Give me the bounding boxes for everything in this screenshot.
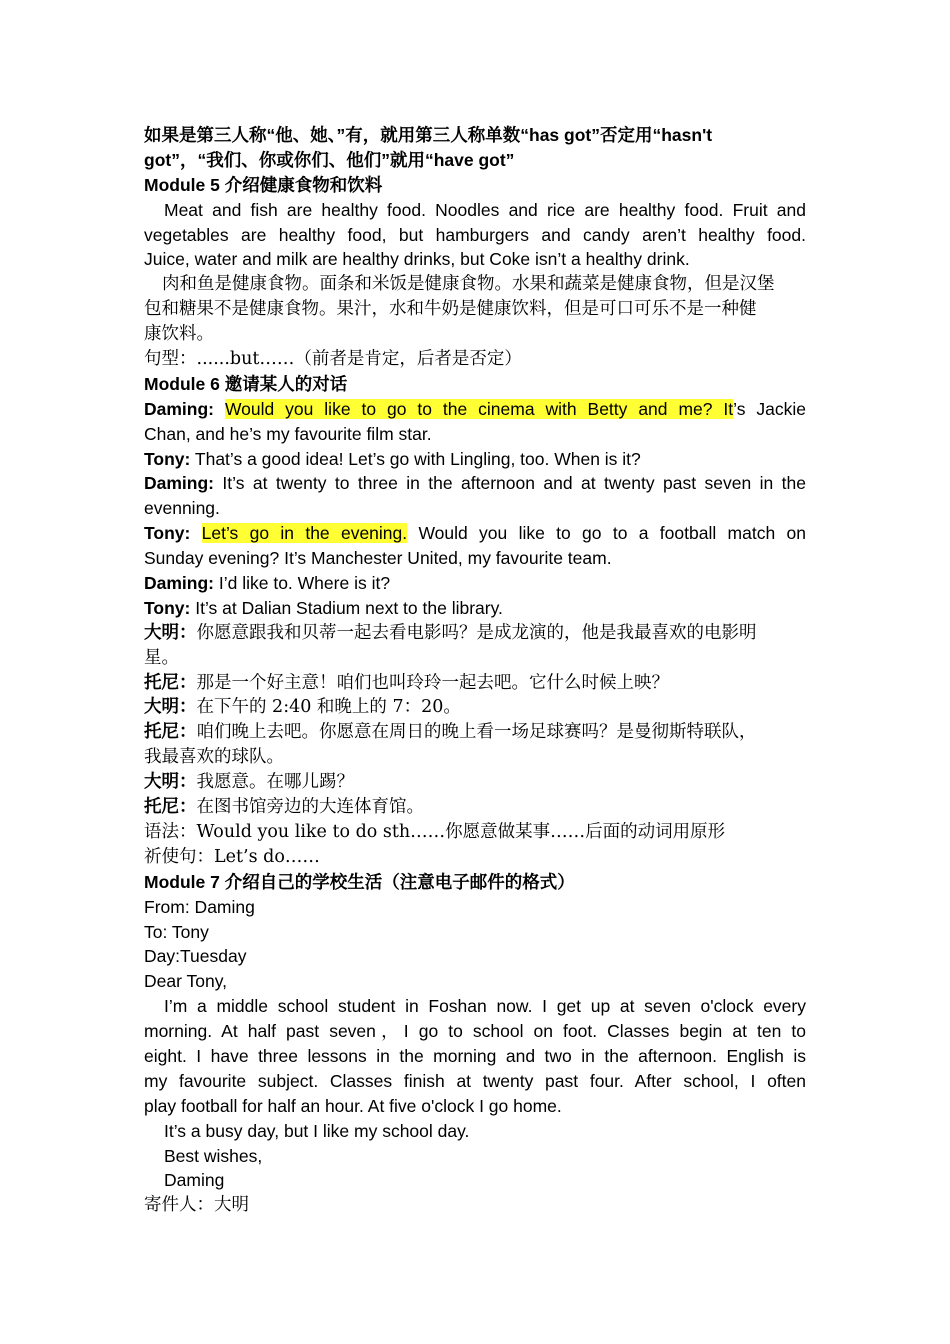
module5-en-line-3: Juice, water and milk are healthy drinks, but Coke isn’t a healthy drink. (144, 249, 690, 270)
highlighted-invitation: Would you like to go to the cinema with Betty and me? It (224, 398, 734, 419)
dialogue-daming-2 (144, 471, 806, 496)
module5-pattern: 句型：......but……（前者是肯定，后者是否定） (144, 349, 522, 370)
dialogue-text: That’s a good idea! Let’s go with Lingling, too. When is it? (194, 448, 641, 469)
dialogue-tony-2-line-2: Sunday evening? It’s Manchester United, my favourite team. (144, 548, 612, 569)
highlighted-suggestion: Let’s go in the evening. (201, 523, 408, 544)
sender-cn: 寄件人：大明 (144, 1195, 249, 1216)
cn-dialogue-3 (144, 695, 806, 720)
dialogue-text: It’s at twenty to three in the afternoon and at twenty past seven in the (222, 473, 806, 494)
email-signature: Daming (164, 1170, 225, 1191)
module5-heading: Module 5 介绍健康食物和饮料 (144, 174, 383, 195)
speaker-daming: Daming: (144, 573, 214, 594)
module5-cn-line-1: 肉和鱼是健康食物。面条和米饭是健康食物。水果和蔬菜是健康食物，但是汉堡 (162, 274, 775, 295)
dialogue-tony-1 (144, 447, 806, 472)
email-closing-2: Best wishes, (164, 1145, 263, 1166)
grammar-note: 语法：Would you like to do sth……你愿意做某事……后面的动词用原形 (144, 821, 726, 842)
cn-dialogue-5 (144, 770, 806, 795)
dialogue-text: 你愿意跟我和贝蒂一起去看电影吗？是成龙演的，他是我最喜欢的电影明 (196, 622, 757, 643)
dialogue-text: 那是一个好主意！咱们也叫玲玲一起去吧。它什么时候上映？ (196, 672, 669, 693)
cn-dialogue-4-line-2: 我最喜欢的球队。 (144, 747, 284, 768)
imperative-note: 祈使句：Let’s do…… (144, 846, 320, 867)
dialogue-tony-2 (144, 521, 806, 546)
dialogue-text: 咱们晚上去吧。你愿意在周日的晚上看一场足球赛吗？是曼彻斯特联队， (196, 722, 757, 743)
speaker-daming-cn: 大明： (144, 772, 197, 793)
dialogue-text: 在图书馆旁边的大连体育馆。 (196, 797, 424, 818)
dialogue-text: I’d like to. Where is it? (218, 573, 391, 594)
dialogue-text: It’s at Dalian Stadium next to the library. (195, 597, 503, 618)
speaker-daming: Daming: (144, 473, 214, 494)
email-day: Day:Tuesday (144, 946, 247, 967)
dialogue-text: 我愿意。在哪儿踢？ (196, 772, 354, 793)
dialogue-text: Would you like to go to a football match on (418, 523, 806, 544)
email-body-line-2: morning. At half past seven，I go to school on foot. Classes begin at ten to (144, 1021, 806, 1042)
speaker-tony-cn: 托尼： (144, 797, 197, 818)
module5-cn-line-2: 包和糖果不是健康食物。果汁，水和牛奶是健康饮料，但是可口可乐不是一种健 (144, 299, 757, 320)
cn-dialogue-4 (144, 720, 806, 745)
dialogue-text: ’s Jackie (733, 398, 806, 419)
dialogue-tony-3 (144, 596, 806, 621)
dialogue-daming-3 (144, 571, 806, 596)
speaker-daming: Daming: (144, 398, 214, 419)
dialogue-daming-2-line-2: evenning. (144, 498, 220, 519)
email-body-line-3: eight. I have three lessons in the morning and two in the afternoon. English is (144, 1045, 806, 1066)
document-page (144, 123, 806, 1218)
speaker-tony-cn: 托尼： (144, 722, 197, 743)
speaker-tony: Tony: (144, 448, 191, 469)
dialogue-text: 在下午的 2:40 和晚上的 7：20。 (196, 697, 461, 718)
email-to: To: Tony (144, 921, 209, 942)
email-greeting: Dear Tony, (144, 971, 228, 992)
email-body-line-4: my favourite subject. Classes finish at twenty past four. After school, I often (144, 1070, 806, 1091)
module6-heading: Module 6 邀请某人的对话 (144, 373, 348, 394)
module5-en-line-1: Meat and fish are healthy food. Noodles and rice are healthy food. Fruit and (164, 199, 806, 220)
speaker-tony: Tony: (144, 523, 191, 544)
cn-dialogue-6 (144, 795, 806, 820)
speaker-tony: Tony: (144, 597, 191, 618)
dialogue-daming-1-line-2: Chan, and he’s my favourite film star. (144, 423, 432, 444)
intro-line-2: got”，“我们、你或你们、他们”就用“have got” (144, 149, 515, 170)
module5-cn-line-3: 康饮料。 (144, 324, 214, 345)
email-body-line-1: I’m a middle school student in Foshan now. I get up at seven o'clock every (164, 996, 806, 1017)
module7-heading: Module 7 介绍自己的学校生活（注意电子邮件的格式） (144, 871, 575, 892)
email-from: From: Daming (144, 896, 255, 917)
dialogue-daming-1 (144, 397, 806, 422)
cn-dialogue-1-line-2: 星。 (144, 647, 179, 668)
cn-dialogue-1 (144, 621, 806, 646)
email-closing-1: It’s a busy day, but I like my school day. (164, 1120, 470, 1141)
speaker-tony-cn: 托尼： (144, 672, 197, 693)
email-body-line-5: play football for half an hour. At five o'clock I go home. (144, 1095, 562, 1116)
speaker-daming-cn: 大明： (144, 697, 197, 718)
intro-line-1: 如果是第三人称“他、她、”有，就用第三人称单数“has got”否定用“hasn't (144, 125, 713, 145)
speaker-daming-cn: 大明： (144, 622, 197, 643)
module5-en-line-2: vegetables are healthy food, but hamburgers and candy aren’t healthy food. (144, 224, 806, 245)
cn-dialogue-2 (144, 671, 806, 696)
